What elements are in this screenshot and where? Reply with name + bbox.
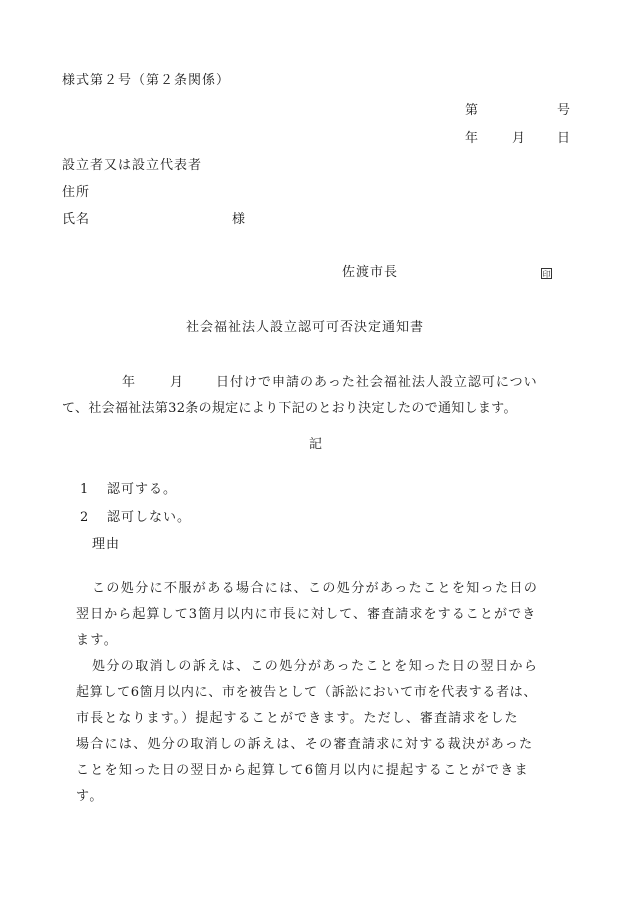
form-number: 様式第２号（第２条関係） bbox=[62, 73, 231, 88]
item-2-text: 認可しない。 bbox=[107, 510, 192, 525]
notice-line-8: ことを知った日の翌日から起算して6箇月以内に提起することができま bbox=[76, 763, 529, 778]
item-1-text: 認可する。 bbox=[107, 482, 178, 497]
seal-mark bbox=[541, 267, 552, 280]
doc-number-suffix: 号 bbox=[557, 103, 571, 118]
document-title: 社会福祉法人設立認可可否決定通知書 bbox=[186, 320, 425, 335]
notice-line-5: 起算して6箇月以内に、市を被告として（訴訟において市を代表する者は、 bbox=[76, 685, 538, 700]
notice-line-1: この処分に不服がある場合には、この処分があったことを知った日の bbox=[92, 581, 539, 596]
issuer-title: 佐渡市長 bbox=[342, 265, 399, 280]
date-month: 月 bbox=[512, 131, 526, 146]
body-year: 年 bbox=[122, 375, 136, 390]
honorific: 様 bbox=[232, 212, 246, 227]
notice-line-3: ます。 bbox=[76, 633, 119, 648]
body-month: 月 bbox=[170, 375, 184, 390]
item-1-number: 1 bbox=[80, 482, 89, 497]
address-label: 住所 bbox=[62, 185, 91, 200]
notice-line-2: 翌日から起算して3箇月以内に市長に対して、審査請求をすることができ bbox=[76, 607, 537, 622]
item-2-number: 2 bbox=[80, 510, 89, 525]
body-line2: て、社会福祉法第32条の規定により下記のとおり決定したので通知します。 bbox=[62, 401, 517, 416]
body-line1: 日付けで申請のあった社会福祉法人設立認可につい bbox=[216, 375, 538, 390]
doc-number-prefix: 第 bbox=[465, 103, 479, 118]
date-day: 日 bbox=[557, 131, 571, 146]
notice-line-4: 処分の取消しの訴えは、この処分があったことを知った日の翌日から bbox=[92, 659, 539, 674]
name-label: 氏名 bbox=[62, 212, 91, 227]
seal-icon: 印 bbox=[542, 270, 551, 279]
addressee-role: 設立者又は設立代表者 bbox=[62, 158, 203, 173]
reason-label: 理由 bbox=[92, 537, 121, 552]
notice-line-7: 場合には、処分の取消しの訴えは、その審査請求に対する裁決があった bbox=[76, 737, 534, 752]
notice-line-6: 市長となります。）提起することができます。ただし、審査請求をした bbox=[76, 711, 519, 726]
date-year: 年 bbox=[465, 131, 479, 146]
notice-line-9: す。 bbox=[76, 789, 104, 804]
ki-mark: 記 bbox=[309, 437, 323, 452]
